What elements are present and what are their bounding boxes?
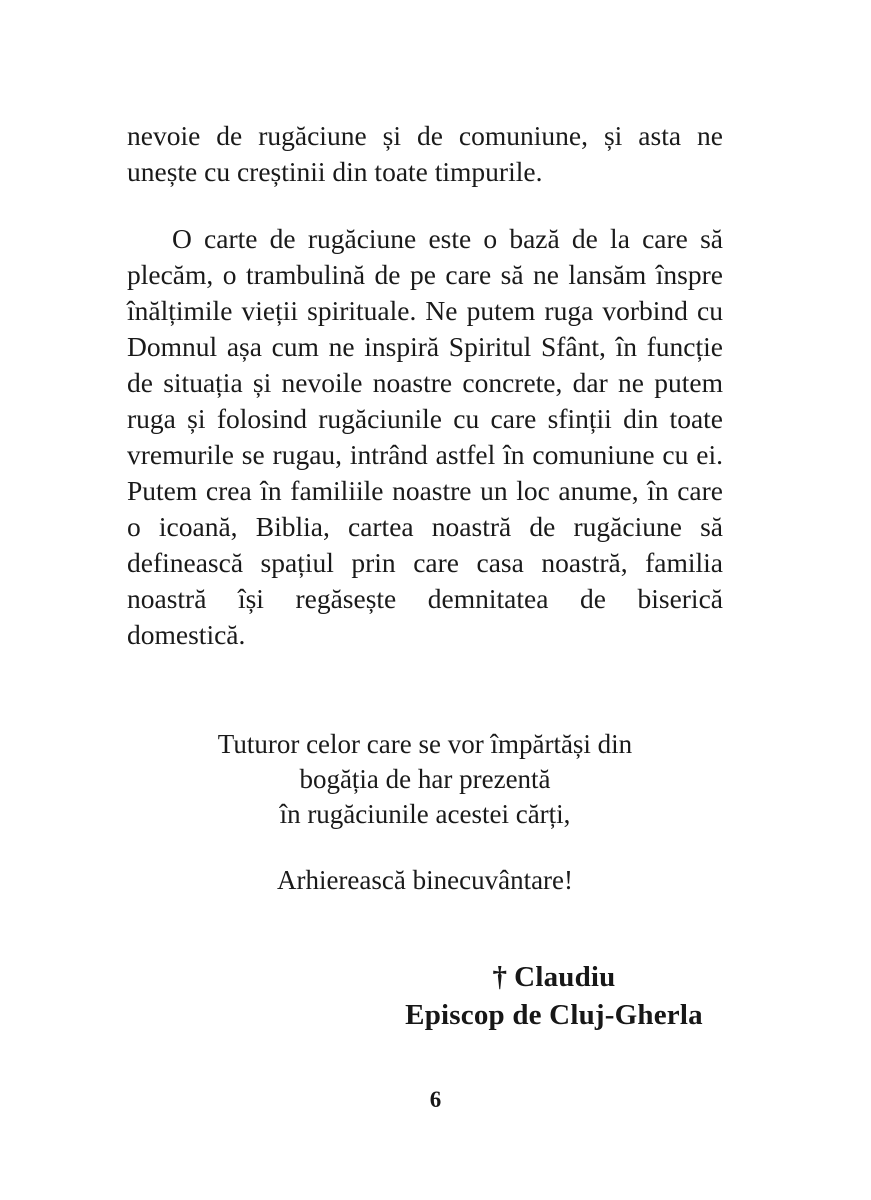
paragraph-main: O carte de rugăciune este o bază de la care să plecăm, o trambulină de pe care să ne lansăm înspre înălțimile vieții spirituale. Ne putem ruga vorbind cu Domnul așa cum ne inspiră Spiritul Sfânt, în funcție de situația și nevoile noastre concrete, dar ne putem ruga și folosind rugăciunile cu care sfinții din toate vremurile se rugau, intrând astfel în comuniune cu ei. Putem crea în familiile noastre un loc anume, în care o icoană, Biblia, cartea noastră de rugăciune să definească spațiul prin care casa noastră, familia noastră își regăsește demnitatea de biserică domestică.	[127, 223, 723, 650]
body-text-column	[127, 118, 723, 653]
cross-dagger-icon: †	[492, 961, 508, 993]
blessing-line-2: bogăția de har prezentă	[299, 764, 551, 794]
signature-name-line	[256, 958, 852, 996]
blessing-closing-line: Arhierească binecuvântare!	[276, 865, 574, 895]
blessing-block	[127, 727, 723, 898]
paragraph-continued: nevoie de rugăciune și de comuniune, și asta ne unește cu creștinii din toate timpurile.	[127, 120, 723, 187]
signature-block	[256, 958, 852, 1034]
blessing-line-1: Tuturor celor care se vor împărtăși din	[217, 729, 633, 759]
signature-title: Episcop de Cluj-Gherla	[405, 999, 703, 1031]
page-number: 6	[429, 1087, 442, 1112]
blessing-line-3: în rugăciunile acestei cărți,	[279, 799, 571, 829]
signature-name: Claudiu	[514, 961, 616, 993]
